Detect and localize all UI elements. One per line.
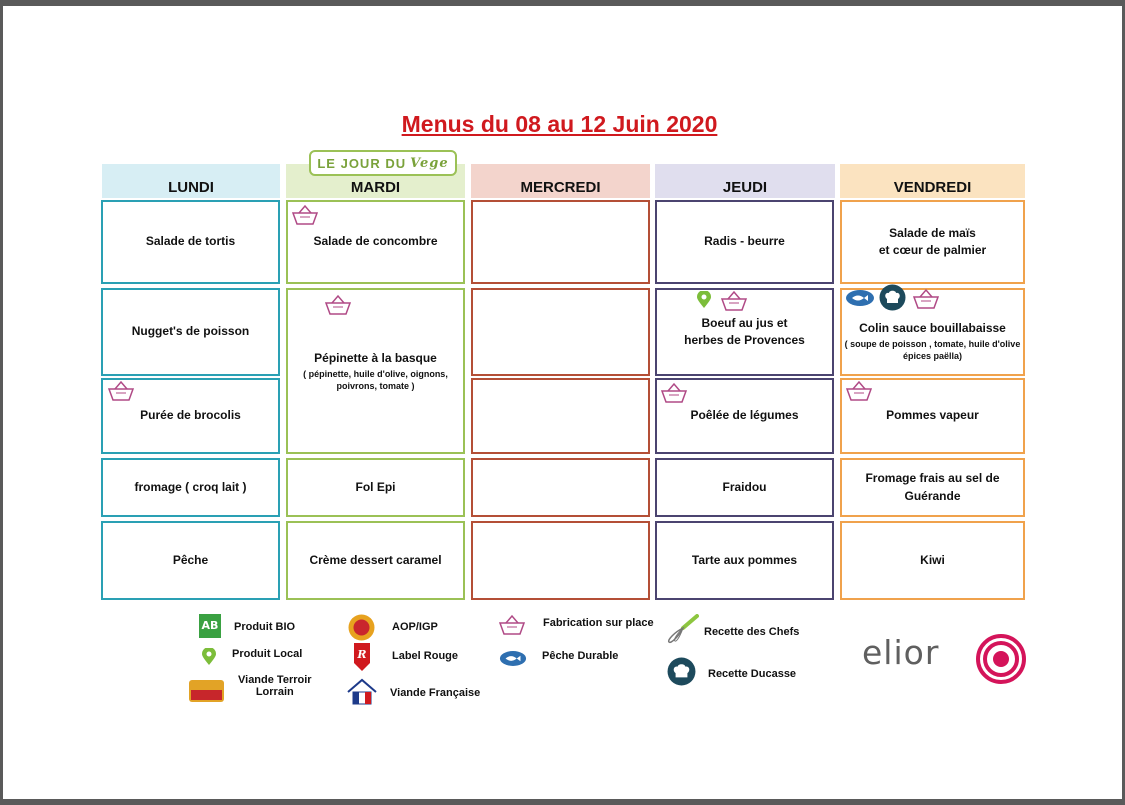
fish-icon: [845, 289, 875, 307]
jeudi-dessert: [655, 521, 834, 600]
mardi-fromage: [286, 458, 465, 517]
dish-label: Nugget's de poisson: [131, 324, 250, 339]
dish-label: herbes de Provences: [684, 333, 805, 347]
dish-label: Salade de tortis: [145, 234, 236, 249]
dish-label: Purée de brocolis: [140, 408, 241, 423]
fish-icon: [499, 650, 527, 667]
menu-page: [3, 6, 1122, 799]
dish-label: fromage ( croq lait ): [134, 479, 247, 494]
dish-detail: ( soupe de poisson , tomate, huile d'olive: [844, 338, 1021, 349]
legend-recette-ducasse: Recette Ducasse: [708, 668, 797, 680]
basket-icon: [659, 382, 689, 404]
dish-label: et cœur de palmier: [878, 243, 987, 257]
mercredi-fromage: [471, 458, 650, 517]
dish-label: Pêche: [172, 552, 209, 567]
jeudi-entree: [655, 200, 834, 284]
label-rouge-icon: [350, 643, 374, 671]
jeudi-fromage: [655, 458, 834, 517]
dish-detail: poivrons, tomate ): [336, 380, 415, 391]
dish-label: Guérande: [904, 488, 961, 503]
elior-logo: [975, 634, 1027, 684]
day-header-mercredi: MERCREDI: [471, 164, 650, 198]
dish-label: Kiwi: [920, 552, 945, 567]
dish-label: Radis - beurre: [704, 234, 785, 249]
chef-hat-icon: [879, 284, 906, 311]
vendredi-entree: [840, 200, 1025, 284]
whisk-icon: [663, 614, 699, 644]
jour-du-vege-badge: [309, 150, 457, 176]
mardi-plat: [286, 288, 465, 454]
dish-label: Colin sauce bouillabaisse: [859, 321, 1006, 336]
dish-label: Poêlée de légumes: [690, 408, 799, 423]
basket-icon: [497, 614, 527, 636]
local-pin-icon: [695, 291, 713, 309]
lundi-dessert: [101, 521, 280, 600]
elior-logo-text: elior: [862, 633, 940, 672]
dish-detail: épices paëlla): [902, 350, 963, 361]
page-title: Menus du 08 au 12 Juin 2020: [401, 111, 718, 137]
local-pin-icon: [200, 648, 218, 666]
dish-label: Tarte aux pommes: [691, 552, 798, 567]
dish-detail: ( pépinette, huile d'olive, oignons,: [303, 368, 448, 379]
dish-label: Boeuf au jus et: [701, 315, 788, 330]
dish-label: Pommes vapeur: [886, 408, 979, 423]
basket-icon: [323, 294, 353, 316]
aop-seal-icon: [348, 614, 375, 641]
legend-produit-bio: Produit BIO: [234, 621, 296, 633]
basket-icon: [844, 380, 874, 402]
day-header-jeudi: JEUDI: [655, 164, 835, 198]
viande-lorraine-icon: [189, 680, 224, 702]
dish-label: Fol Epi: [355, 479, 396, 494]
legend-fabrication-sur-place: Fabrication sur place: [543, 617, 654, 629]
dish-label: Salade de maïs: [889, 225, 976, 240]
mercredi-dessert: [471, 521, 650, 600]
legend-viande-lorraine-line1: Viande Terroir: [238, 674, 312, 686]
dish-label: Pépinette à la basque: [314, 351, 437, 366]
vendredi-dessert: [840, 521, 1025, 600]
vege-logo-text: Vege: [410, 155, 449, 171]
day-header-lundi: LUNDI: [102, 164, 280, 198]
dish-label: Crème dessert caramel: [309, 552, 442, 567]
dish-label: Fromage frais au sel de: [865, 471, 1000, 486]
legend-viande-lorraine: [238, 674, 312, 698]
mardi-dessert: [286, 521, 465, 600]
mercredi-accompagnement: [471, 378, 650, 454]
legend-recette-des-chefs: Recette des Chefs: [704, 626, 800, 638]
day-header-mardi: MARDI: [286, 164, 465, 198]
svg-text:AB: AB: [201, 619, 219, 632]
legend-viande-francaise: Viande Française: [390, 687, 481, 699]
legend-viande-lorraine-line2: Lorrain: [255, 686, 294, 698]
viande-francaise-icon: [345, 678, 379, 708]
dish-label: Fraidou: [722, 479, 767, 494]
ab-bio-icon: [199, 614, 221, 638]
legend-produit-local: Produit Local: [232, 648, 303, 660]
basket-icon: [106, 380, 136, 402]
basket-icon: [290, 204, 320, 226]
legend-label-rouge: Label Rouge: [392, 650, 459, 662]
lundi-fromage: [101, 458, 280, 517]
svg-text:R: R: [357, 648, 367, 661]
dish-label: Salade de concombre: [313, 234, 438, 249]
legend-peche-durable: Pêche Durable: [542, 650, 619, 662]
vendredi-fromage: [840, 458, 1025, 517]
jour-du-vege-text: LE JOUR DU: [317, 155, 407, 171]
legend-aop-igp: AOP/IGP: [392, 621, 438, 633]
basket-icon: [911, 288, 941, 310]
mercredi-entree: [471, 200, 650, 284]
mercredi-plat: [471, 288, 650, 376]
lundi-entree: [101, 200, 280, 284]
chef-hat-icon: [667, 657, 696, 686]
day-header-vendredi: VENDREDI: [840, 164, 1025, 198]
basket-icon: [719, 290, 749, 312]
lundi-plat: [101, 288, 280, 376]
